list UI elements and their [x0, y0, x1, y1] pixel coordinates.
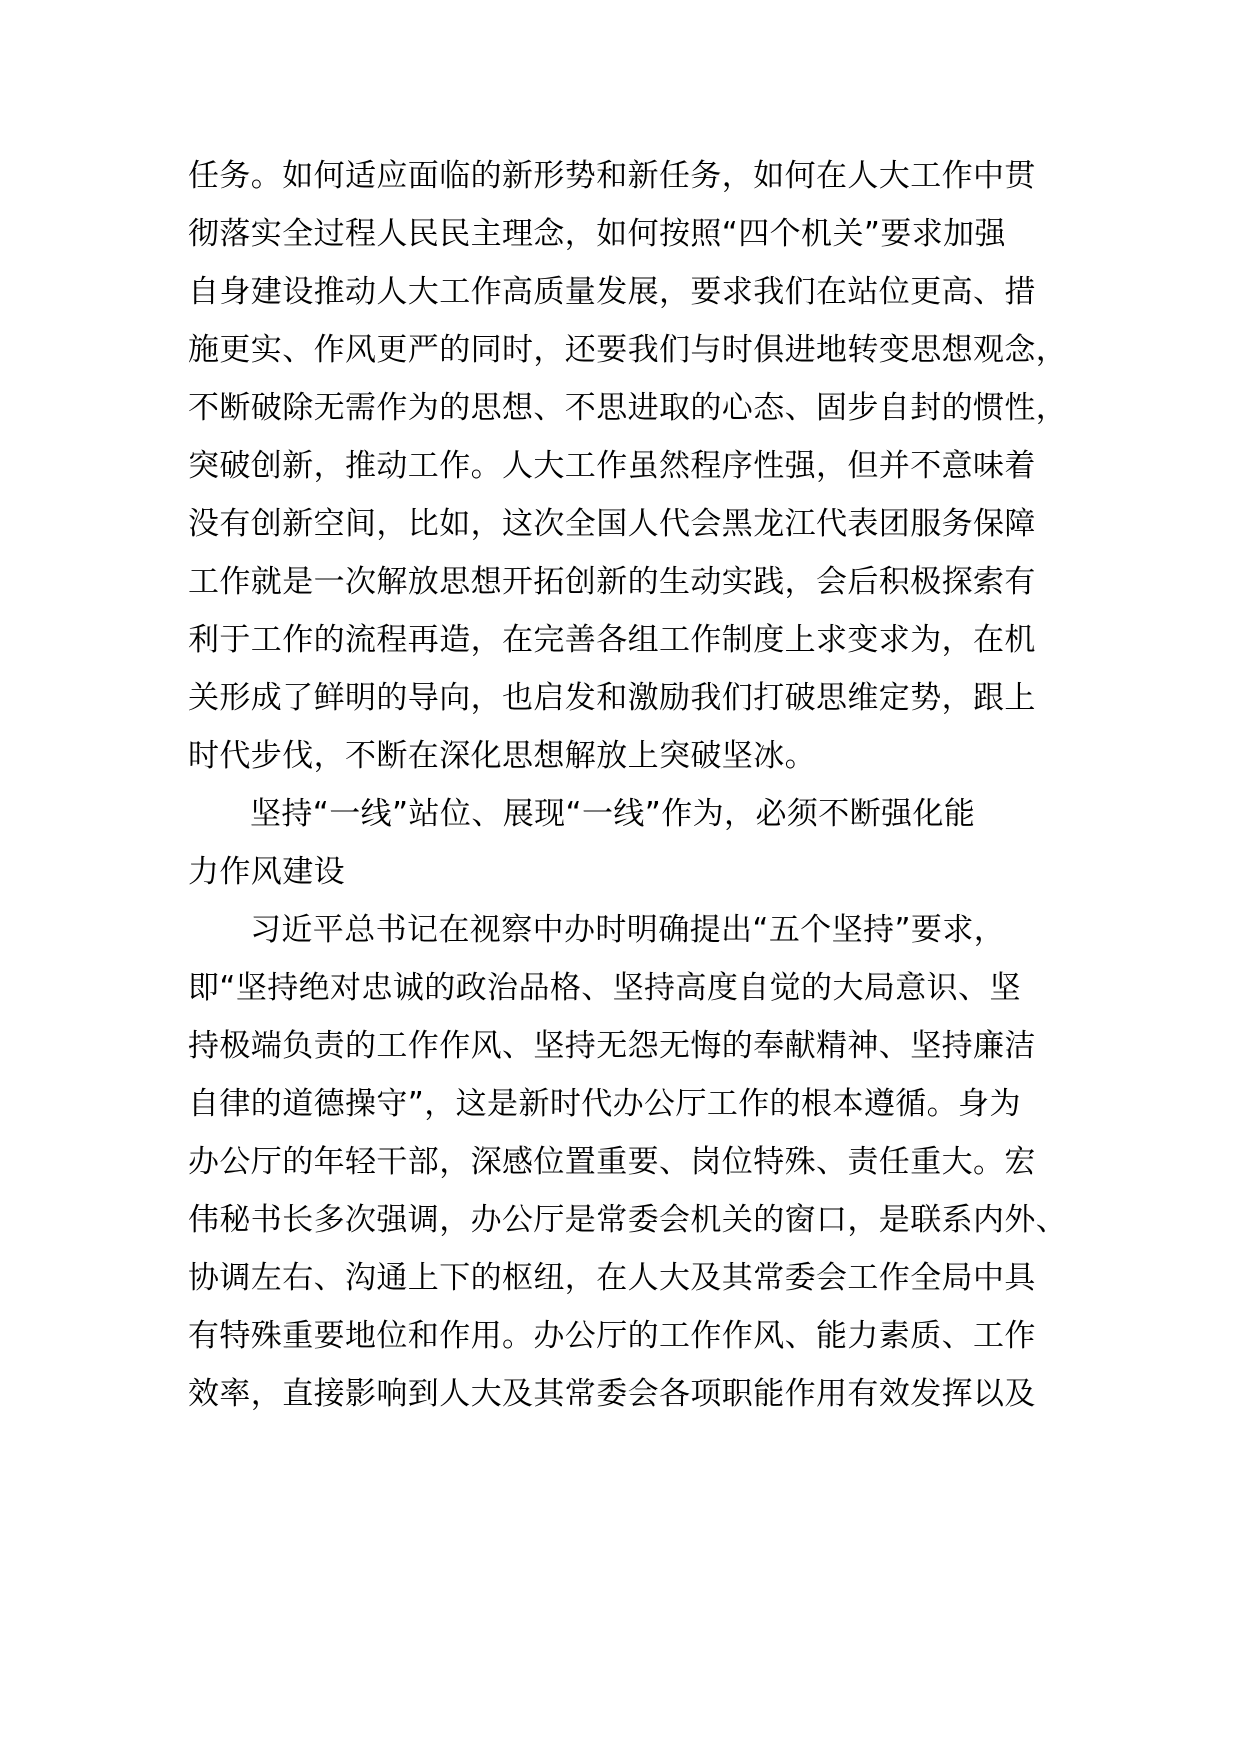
text-line: 彻落实全过程人民民主理念，如何按照“四个机关”要求加强 — [188, 216, 1006, 252]
text-line: 关形成了鲜明的导向，也启发和激励我们打破思维定势，跟上 — [188, 680, 1036, 716]
text-line: 施更实、作风更严的同时，还要我们与时俱进地转变思想观念， — [188, 332, 1068, 368]
text-line: 工作就是一次解放思想开拓创新的生动实践，会后积极探索有 — [188, 564, 1036, 600]
section-heading-line: 力作风建设 — [188, 854, 345, 890]
text-line: 利于工作的流程再造，在完善各组工作制度上求变求为，在机 — [188, 622, 1036, 658]
text-line: 效率，直接影响到人大及其常委会各项职能作用有效发挥以及 — [188, 1376, 1036, 1412]
text-line: 有特殊重要地位和作用。办公厅的工作作风、能力素质、工作 — [188, 1318, 1036, 1354]
text-line: 时代步伐，不断在深化思想解放上突破坚冰。 — [188, 738, 816, 774]
text-line: 不断破除无需作为的思想、不思进取的心态、固步自封的惯性， — [188, 390, 1068, 426]
text-line: 自律的道德操守”，这是新时代办公厅工作的根本遵循。身为 — [188, 1086, 1021, 1122]
text-line: 办公厅的年轻干部，深感位置重要、岗位特殊、责任重大。宏 — [188, 1144, 1036, 1180]
text-line: 习近平总书记在视察中办时明确提出“五个坚持”要求， — [250, 912, 1006, 948]
text-line: 伟秘书长多次强调，办公厅是常委会机关的窗口，是联系内外、 — [188, 1202, 1068, 1238]
text-line: 持极端负责的工作作风、坚持无怨无悔的奉献精神、坚持廉洁 — [188, 1028, 1036, 1064]
section-heading-line: 坚持“一线”站位、展现“一线”作为，必须不断强化能 — [250, 796, 976, 832]
text-line: 突破创新，推动工作。人大工作虽然程序性强，但并不意味着 — [188, 448, 1036, 484]
text-line: 没有创新空间，比如，这次全国人代会黑龙江代表团服务保障 — [188, 506, 1036, 542]
text-line: 自身建设推动人大工作高质量发展，要求我们在站位更高、措 — [188, 274, 1036, 310]
text-line: 协调左右、沟通上下的枢纽，在人大及其常委会工作全局中具 — [188, 1260, 1036, 1296]
text-line: 即“坚持绝对忠诚的政治品格、坚持高度自觉的大局意识、坚 — [188, 970, 1021, 1006]
text-line: 任务。如何适应面临的新形势和新任务，如何在人大工作中贯 — [188, 158, 1036, 194]
